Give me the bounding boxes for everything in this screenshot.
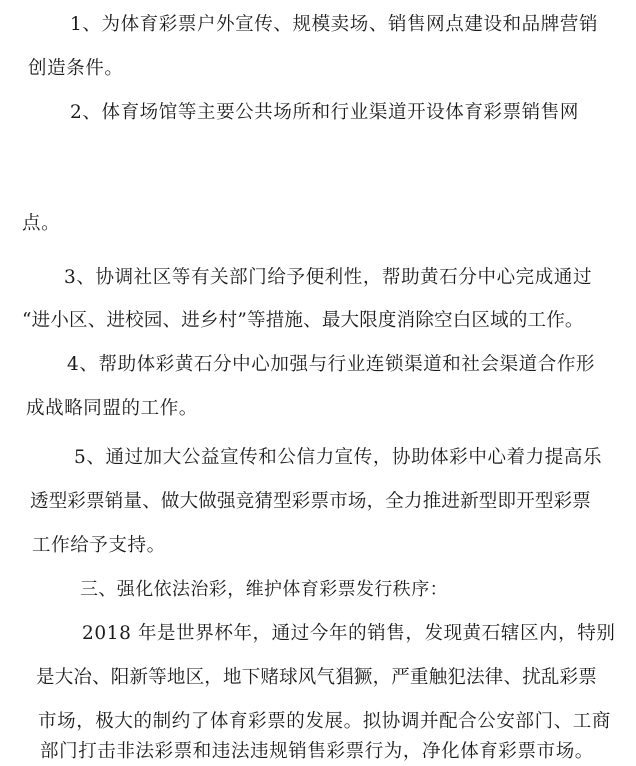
item-5-line-3: 工作给予支持。 xyxy=(32,535,166,556)
item-4-line-1: 4、帮助体彩黄石分中心加强与行业连锁渠道和社会渠道合作形 xyxy=(67,354,596,375)
item-3-line-2: “进小区、进校园、进乡村”等措施、最大限度消除空白区域的工作。 xyxy=(22,310,584,331)
para-2018-line-2: 是大冶、阳新等地区，地下赌球风气猖獗，严重触犯法律、扰乱彩票 xyxy=(36,667,598,688)
item-2-line-1: 2、体育场馆等主要公共场所和行业渠道开设体育彩票销售网 xyxy=(70,102,579,123)
para-2018-line-4: 部门打击非法彩票和违法违规销售彩票行为，净化体育彩票市场。 xyxy=(40,741,594,762)
item-1-line-2: 创造条件。 xyxy=(28,58,124,79)
section-three-heading: 三、强化依法治彩，维护体育彩票发行秩序： xyxy=(80,579,448,600)
item-3-line-1: 3、协调社区等有关部门给予便利性，帮助黄石分中心完成通过 xyxy=(64,267,593,288)
item-2-line-2: 点。 xyxy=(22,213,61,234)
item-4-line-2: 成战略同盟的工作。 xyxy=(26,398,198,419)
para-2018-line-1: 2018 年是世界杯年，通过今年的销售，发现黄石辖区内，特别 xyxy=(82,623,616,644)
item-5-line-2: 透型彩票销量、做大做强竞猜型彩票市场，全力推进新型即开型彩票 xyxy=(30,491,592,512)
para-2018-line-3: 市场，极大的制约了体育彩票的发展。拟协调并配合公安部门、工商 xyxy=(38,711,612,732)
item-1-line-1: 1、为体育彩票户外宣传、规模卖场、销售网点建设和品牌营销 xyxy=(70,14,599,35)
item-5-line-1: 5、通过加大公益宣传和公信力宣传，协助体彩中心着力提高乐 xyxy=(74,447,603,468)
